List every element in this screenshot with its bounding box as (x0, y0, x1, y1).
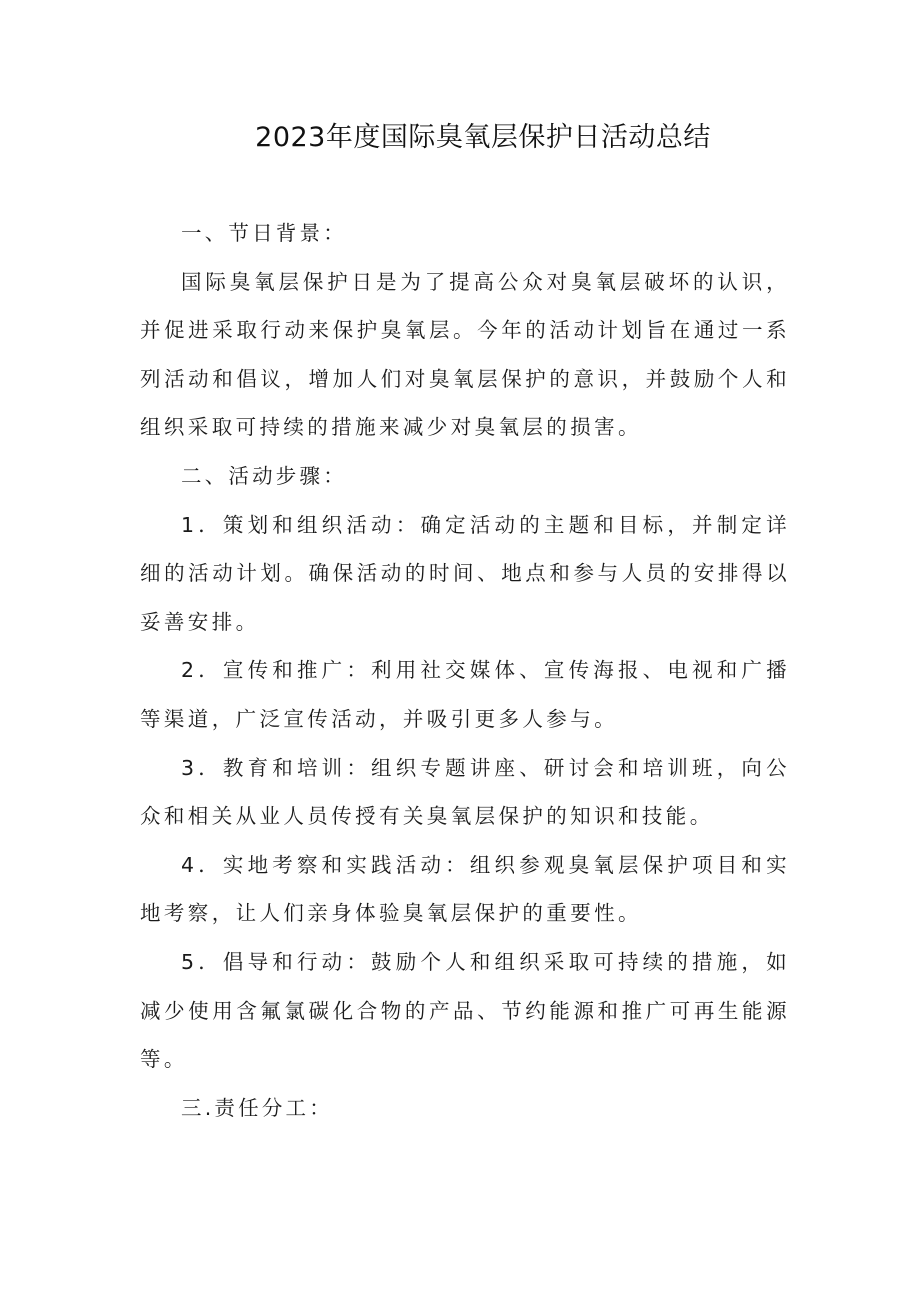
document-body (140, 209, 790, 1132)
step-5-paragraph: 5．倡导和行动：鼓励个人和组织采取可持续的措施，如减少使用含氟氯碳化合物的产品、节约能源和推广可再生能源等。 (140, 949, 790, 1072)
section-1-paragraph: 国际臭氧层保护日是为了提高公众对臭氧层破坏的认识，并促进采取行动来保护臭氧层。今年的活动计划旨在通过一系列活动和倡议，增加人们对臭氧层保护的意识，并鼓励个人和组织采取可持续的措施来减少对臭氧层的损害。 (140, 269, 790, 440)
step-3-paragraph: 3．教育和培训：组织专题讲座、研讨会和培训班，向公众和相关从业人员传授有关臭氧层保护的知识和技能。 (140, 755, 790, 829)
step-4-paragraph: 4．实地考察和实践活动：组织参观臭氧层保护项目和实地考察，让人们亲身体验臭氧层保护的重要性。 (140, 852, 790, 926)
document-title: 2023年度国际臭氧层保护日活动总结 (255, 122, 711, 153)
step-2-paragraph: 2．宣传和推广：利用社交媒体、宣传海报、电视和广播等渠道，广泛宣传活动，并吸引更多人参与。 (140, 658, 790, 731)
section-1-heading: 一、节日背景： (181, 221, 347, 245)
step-1-paragraph: 1．策划和组织活动：确定活动的主题和目标，并制定详细的活动计划。确保活动的时间、地点和参与人员的安排得以妥善安排。 (140, 512, 790, 634)
section-2-heading: 二、活动步骤： (181, 463, 347, 488)
section-3-heading: 三.责任分工： (181, 1095, 333, 1120)
